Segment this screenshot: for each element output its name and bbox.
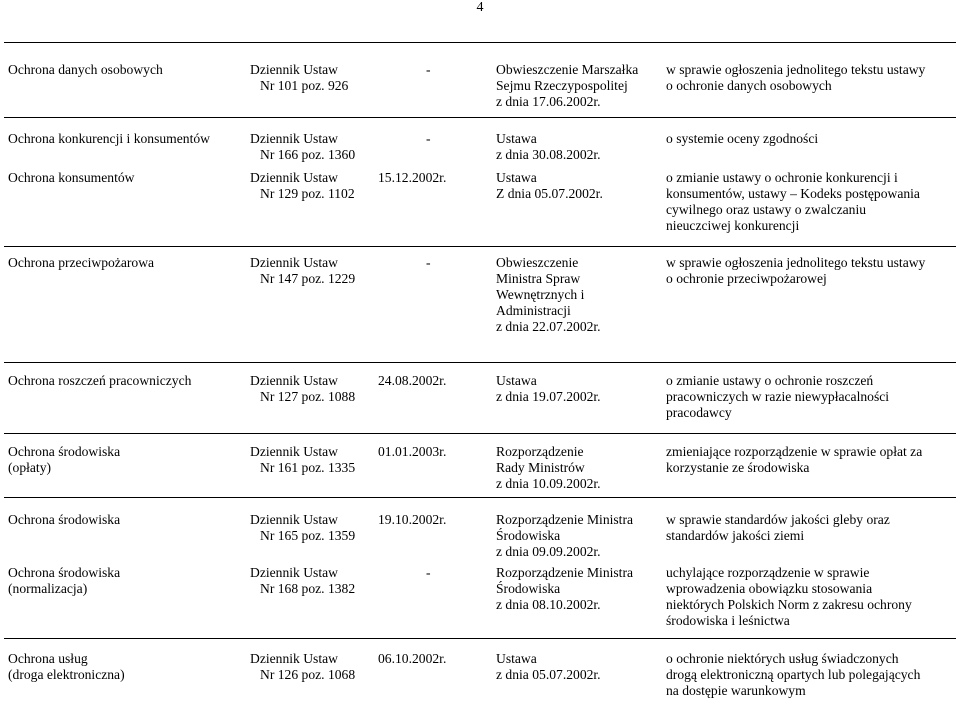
description-cell (666, 131, 956, 147)
subject-cell (8, 444, 238, 476)
effective-date-cell (378, 444, 486, 460)
cell-line: Ochrona środowiska (8, 444, 121, 459)
journal-cell (250, 651, 370, 683)
cell-line: z dnia 22.07.2002r. (496, 319, 601, 334)
table-top-rule (4, 42, 956, 43)
journal-position: Nr 161 poz. 1335 (260, 460, 356, 475)
cell-line: o ochronie danych osobowych (666, 78, 832, 93)
cell-line: Ustawa (496, 373, 537, 388)
journal-position: Nr 126 poz. 1068 (260, 667, 356, 682)
cell-line: pracowniczych w razie niewypłacalności (666, 389, 890, 404)
cell-line: z dnia 10.09.2002r. (496, 476, 601, 491)
journal-position: Nr 147 poz. 1229 (260, 271, 356, 286)
journal-title: Dziennik Ustaw (250, 444, 338, 459)
subject-cell (8, 565, 238, 597)
journal-cell (250, 444, 370, 476)
description-cell (666, 373, 956, 421)
subject-cell (8, 170, 238, 186)
cell-line: Ustawa (496, 170, 537, 185)
cell-line: w sprawie ogłoszenia jednolitego tekstu ustawy (666, 62, 926, 77)
cell-line: z dnia 19.07.2002r. (496, 389, 601, 404)
act-type-cell (496, 444, 656, 492)
journal-cell (250, 131, 370, 163)
description-cell (666, 565, 956, 629)
journal-cell (250, 512, 370, 544)
cell-line: (normalizacja) (8, 581, 88, 596)
cell-line: (droga elektroniczna) (8, 667, 125, 682)
effective-date: - (426, 565, 431, 580)
cell-line: o zmianie ustawy o ochronie roszczeń (666, 373, 874, 388)
journal-title: Dziennik Ustaw (250, 131, 338, 146)
journal-cell (250, 565, 370, 597)
cell-line: drogą elektroniczną opartych lub polegających (666, 667, 921, 682)
cell-line: Rozporządzenie (496, 444, 584, 459)
effective-date: - (426, 131, 431, 146)
row-separator (4, 362, 956, 363)
cell-line: Rady Ministrów (496, 460, 585, 475)
journal-cell (250, 170, 370, 202)
description-cell (666, 444, 956, 476)
page-number: 4 (476, 0, 484, 15)
description-cell (666, 651, 956, 699)
cell-line: z dnia 17.06.2002r. (496, 94, 601, 109)
cell-line: Ochrona środowiska (8, 565, 121, 580)
cell-line: Ochrona roszczeń pracowniczych (8, 373, 192, 388)
cell-line: nieuczciwej konkurencji (666, 218, 800, 233)
journal-title: Dziennik Ustaw (250, 651, 338, 666)
act-type-cell (496, 255, 656, 335)
cell-line: niektórych Polskich Norm z zakresu ochrony (666, 597, 912, 612)
journal-position: Nr 127 poz. 1088 (260, 389, 356, 404)
cell-line: Z dnia 05.07.2002r. (496, 186, 603, 201)
journal-cell (250, 62, 370, 94)
cell-line: cywilnego oraz ustawy o zwalczaniu (666, 202, 867, 217)
cell-line: w sprawie ogłoszenia jednolitego tekstu ustawy (666, 255, 926, 270)
cell-line: Ochrona usług (8, 651, 88, 666)
journal-cell (250, 373, 370, 405)
effective-date-cell (378, 131, 486, 147)
description-cell (666, 62, 956, 94)
effective-date: 01.01.2003r. (378, 444, 447, 459)
cell-line: Rozporządzenie Ministra (496, 512, 634, 527)
journal-position: Nr 129 poz. 1102 (260, 186, 355, 201)
row-separator (4, 433, 956, 434)
description-cell (666, 512, 956, 544)
cell-line: na dostępie warunkowym (666, 683, 806, 698)
row-separator (4, 497, 956, 498)
subject-cell (8, 512, 238, 528)
cell-line: Środowiska (496, 581, 561, 596)
act-type-cell (496, 131, 656, 163)
cell-line: Sejmu Rzeczypospolitej (496, 78, 628, 93)
effective-date-cell (378, 255, 486, 271)
cell-line: Środowiska (496, 528, 561, 543)
journal-title: Dziennik Ustaw (250, 62, 338, 77)
cell-line: Wewnętrznych i (496, 287, 585, 302)
cell-line: Ochrona danych osobowych (8, 62, 163, 77)
journal-title: Dziennik Ustaw (250, 373, 338, 388)
journal-position: Nr 168 poz. 1382 (260, 581, 356, 596)
cell-line: Obwieszczenie (496, 255, 579, 270)
cell-line: w sprawie standardów jakości gleby oraz (666, 512, 890, 527)
description-cell (666, 170, 956, 234)
cell-line: z dnia 08.10.2002r. (496, 597, 601, 612)
cell-line: Ustawa (496, 651, 537, 666)
effective-date-cell (378, 62, 486, 78)
act-type-cell (496, 170, 656, 202)
effective-date: - (426, 255, 431, 270)
cell-line: standardów jakości ziemi (666, 528, 805, 543)
effective-date: 24.08.2002r. (378, 373, 447, 388)
effective-date-cell (378, 512, 486, 528)
cell-line: pracodawcy (666, 405, 732, 420)
cell-line: (opłaty) (8, 460, 52, 475)
row-separator (4, 117, 956, 118)
description-cell (666, 255, 956, 287)
act-type-cell (496, 512, 656, 560)
cell-line: z dnia 09.09.2002r. (496, 544, 601, 559)
subject-cell (8, 131, 238, 147)
cell-line: wprowadzenia obowiązku stosowania (666, 581, 873, 596)
cell-line: Ochrona konkurencji i konsumentów (8, 131, 210, 146)
act-type-cell (496, 373, 656, 405)
cell-line: Ochrona środowiska (8, 512, 121, 527)
cell-line: o ochronie przeciwpożarowej (666, 271, 827, 286)
act-type-cell (496, 651, 656, 683)
journal-title: Dziennik Ustaw (250, 170, 338, 185)
cell-line: o ochronie niektórych usług świadczonych (666, 651, 899, 666)
journal-position: Nr 165 poz. 1359 (260, 528, 356, 543)
effective-date-cell (378, 651, 486, 667)
cell-line: zmieniające rozporządzenie w sprawie opłat za (666, 444, 923, 459)
journal-title: Dziennik Ustaw (250, 255, 338, 270)
journal-position: Nr 101 poz. 926 (260, 78, 349, 93)
cell-line: Ochrona przeciwpożarowa (8, 255, 155, 270)
cell-line: korzystanie ze środowiska (666, 460, 810, 475)
subject-cell (8, 62, 238, 78)
effective-date-cell (378, 565, 486, 581)
row-separator (4, 638, 956, 639)
cell-line: o systemie oceny zgodności (666, 131, 819, 146)
effective-date: - (426, 62, 431, 77)
act-type-cell (496, 62, 656, 110)
cell-line: Obwieszczenie Marszałka (496, 62, 639, 77)
journal-position: Nr 166 poz. 1360 (260, 147, 356, 162)
row-separator (4, 246, 956, 247)
journal-title: Dziennik Ustaw (250, 565, 338, 580)
journal-cell (250, 255, 370, 287)
effective-date: 15.12.2002r. (378, 170, 447, 185)
cell-line: konsumentów, ustawy – Kodeks postępowania (666, 186, 920, 201)
cell-line: o zmianie ustawy o ochronie konkurencji i (666, 170, 898, 185)
cell-line: środowiska i leśnictwa (666, 613, 790, 628)
cell-line: z dnia 05.07.2002r. (496, 667, 601, 682)
subject-cell (8, 651, 238, 683)
cell-line: Ministra Spraw (496, 271, 581, 286)
act-type-cell (496, 565, 656, 613)
effective-date: 06.10.2002r. (378, 651, 447, 666)
cell-line: Administracji (496, 303, 571, 318)
cell-line: z dnia 30.08.2002r. (496, 147, 601, 162)
cell-line: uchylające rozporządzenie w sprawie (666, 565, 870, 580)
subject-cell (8, 255, 238, 271)
cell-line: Ustawa (496, 131, 537, 146)
effective-date: 19.10.2002r. (378, 512, 447, 527)
cell-line: Rozporządzenie Ministra (496, 565, 634, 580)
subject-cell (8, 373, 238, 389)
cell-line: Ochrona konsumentów (8, 170, 135, 185)
journal-title: Dziennik Ustaw (250, 512, 338, 527)
effective-date-cell (378, 170, 486, 186)
effective-date-cell (378, 373, 486, 389)
